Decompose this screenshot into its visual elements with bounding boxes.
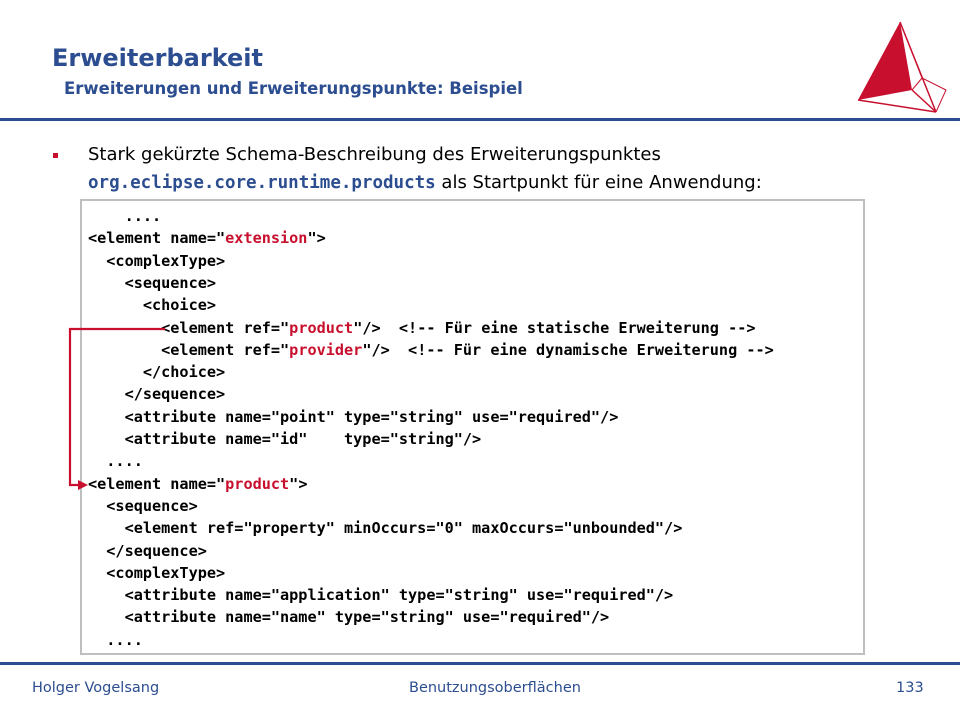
code-text: <attribute name="id" type="string"/> (88, 430, 482, 448)
code-text: "> (307, 229, 326, 248)
code-text: <complexType> (88, 251, 226, 270)
code-text: </sequence> (88, 541, 207, 560)
code-text: <sequence> (88, 496, 198, 515)
code-line (88, 563, 225, 583)
footer-author: Holger Vogelsang (32, 680, 160, 696)
code-text: <attribute name="name" type="string" use="required"/> (88, 608, 610, 627)
code-line (88, 518, 682, 538)
code-line (88, 228, 326, 248)
code-line (88, 474, 307, 494)
triangle-logo-icon (850, 20, 950, 118)
slide-title: Erweiterbarkeit (52, 44, 263, 72)
code-text: .... (88, 630, 143, 649)
code-text: "> (289, 474, 308, 493)
code-line (88, 340, 774, 360)
code-line (88, 407, 618, 427)
code-line (88, 384, 225, 404)
code-line (88, 585, 673, 605)
code-text: .... (88, 207, 162, 225)
footer-page-number: 133 (896, 680, 924, 696)
code-text: </sequence> (88, 385, 226, 404)
bullet-marker (53, 153, 58, 158)
bullet-text-tail: als Startpunkt für eine Anwendung: (435, 172, 762, 193)
code-line (88, 295, 216, 315)
code-line (88, 451, 143, 471)
bullet-text-continued (88, 172, 762, 193)
code-line (88, 429, 481, 449)
code-text: .... (88, 452, 143, 471)
code-line (88, 607, 609, 627)
code-text: "/> <!-- Für eine statische Erweiterung --> (353, 318, 756, 337)
extension-point-id: org.eclipse.core.runtime.products (88, 173, 436, 193)
code-text: <element ref=" (88, 340, 290, 359)
bullet-text: Stark gekürzte Schema-Beschreibung des Erweiterungspunktes (88, 144, 661, 165)
code-text: "/> <!-- Für eine dynamische Erweiterung --> (362, 340, 774, 359)
code-string-value: product (225, 474, 290, 493)
code-text: <element name=" (88, 474, 226, 493)
slide-subtitle: Erweiterungen und Erweiterungspunkte: Beispiel (64, 79, 523, 98)
code-string-value: product (289, 318, 354, 337)
code-text: </choice> (88, 363, 226, 382)
code-text: <element name=" (88, 229, 226, 248)
code-line (88, 318, 756, 338)
header-rule (0, 118, 960, 121)
code-text: <complexType> (88, 563, 226, 582)
code-line (88, 251, 225, 271)
code-line (88, 206, 161, 226)
code-text: <attribute name="application" type="string" use="required"/> (88, 586, 674, 605)
code-text: <element ref=" (88, 318, 290, 337)
code-line (88, 496, 198, 516)
code-text: <attribute name="point" type="string" use="required"/> (88, 407, 619, 426)
code-string-value: extension (225, 229, 308, 248)
code-line (88, 630, 143, 650)
footer-rule (0, 662, 960, 665)
code-text: <element ref="property" minOccurs="0" maxOccurs="unbounded"/> (88, 519, 683, 538)
footer-course: Benutzungsoberflächen (409, 680, 581, 696)
code-string-value: provider (289, 340, 363, 359)
code-line (88, 362, 225, 382)
code-line (88, 273, 216, 293)
code-text: <sequence> (88, 273, 217, 292)
code-text: <choice> (88, 296, 217, 315)
code-line (88, 541, 207, 561)
